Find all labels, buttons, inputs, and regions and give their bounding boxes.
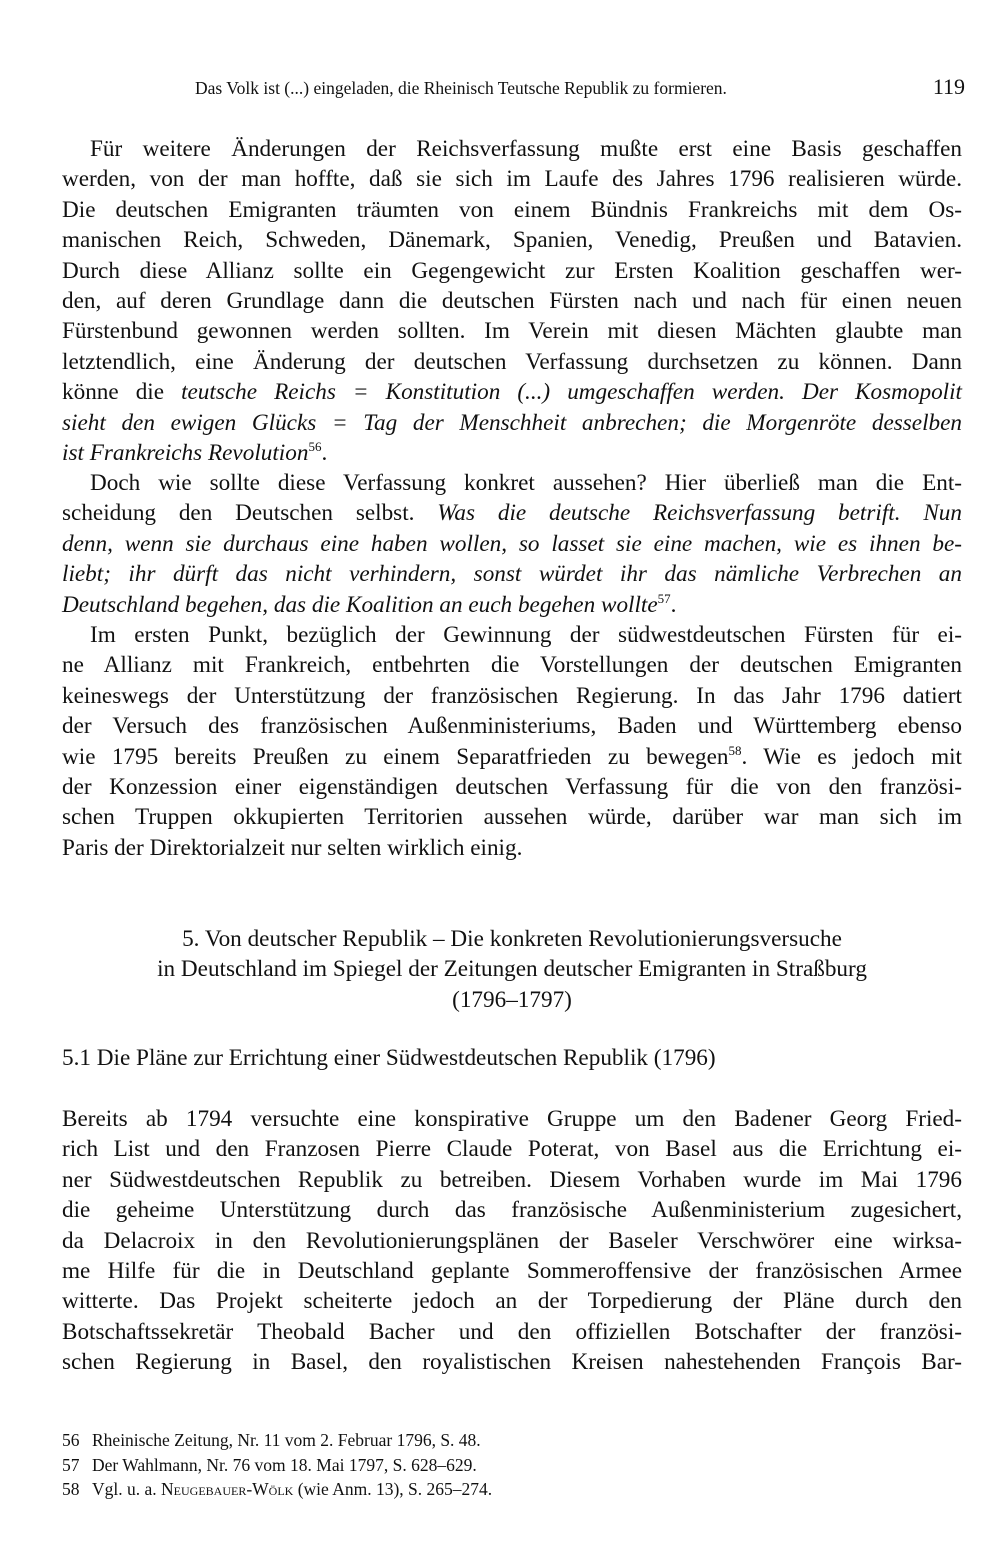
footnote-56 [62, 1428, 492, 1453]
footnote-number: 58 [62, 1479, 80, 1499]
section-heading-line: 5. Von deutscher Republik – Die konkreten Revolutionierungsversuche [182, 926, 842, 952]
quotation: Deutschland begehen, das die Koalition an euch begehen wollte [62, 591, 658, 618]
text-line: scheidung den Deutschen selbst. Was die deutsche Reichsverfassung betrift. Nun [62, 500, 962, 527]
footnote-marker[interactable]: 56 [308, 439, 322, 455]
text-line: wie 1795 bereits Preußen zu einem Separatfrieden zu bewegen$^{58}$. Wie es jedoch mit [62, 742, 962, 770]
text-line: Im ersten Punkt, bezüglich der Gewinnung der südwestdeutschen Fürsten für ei- [90, 622, 962, 648]
quotation: liebt; ihr dürft das nicht verhindern, sonst würdet ihr das nämliche Verbrechen an [62, 561, 962, 588]
quotation: Was die deutsche Reichsverfassung betrift. Nun [437, 500, 962, 527]
text-line: ner Südwestdeutschen Republik zu betreiben. Diesem Vorhaben wurde im Mai 1796 [62, 1166, 962, 1193]
footnote-marker[interactable]: 58 [728, 742, 742, 758]
text-line: Die deutschen Emigranten träumten von einem Bündnis Frankreichs mit dem Os- [62, 196, 962, 223]
footnote-58 [62, 1477, 492, 1502]
text-line [62, 408, 962, 438]
running-title: Das Volk ist (...) eingeladen, die Rheinisch Teutsche Republik zu formieren. [195, 78, 727, 98]
text-line: witterte. Das Projekt scheiterte jedoch an der Torpedierung der Pläne durch den [62, 1288, 962, 1315]
text-line: ist Frankreichs Revolution$^{56}$. [62, 439, 328, 467]
text-line [62, 559, 962, 589]
text-line: schen Truppen okkupierten Territorien aussehen würde, darüber war man sich im [62, 804, 962, 831]
section-heading-line: (1796–1797) [452, 986, 572, 1013]
running-header [195, 76, 965, 106]
subsection-heading: 5.1 Die Pläne zur Errichtung einer Südwestdeutschen Republik (1796) [62, 1045, 716, 1071]
quotation: denn, wenn sie durchaus eine haben wollen, so lasset sie eine machen, wie es ihnen be- [62, 530, 962, 557]
text-line: me Hilfe für die in Deutschland geplante Sommeroffensive der französischen Armee [62, 1258, 962, 1285]
text-line: schen Regierung in Basel, den royalistischen Kreisen nahestehenden François Bar- [62, 1349, 962, 1376]
footnote-marker[interactable]: 57 [657, 590, 671, 606]
section-heading-line: in Deutschland im Spiegel der Zeitungen deutscher Emigranten in Straßburg [157, 956, 867, 983]
text-line: den, auf deren Grundlage dann die deutschen Fürsten nach und nach für einen neuen [62, 288, 962, 315]
footnote-text: Rheinische Zeitung, Nr. 11 vom 2. Februar 1796, S. 48. [92, 1430, 481, 1450]
footnote-57 [62, 1453, 492, 1478]
text-line: Deutschland begehen, das die Koalition an euch begehen wollte$^{57}$. [62, 590, 677, 618]
text-line: Botschaftssekretär Theobald Bacher und den offiziellen Botschafter der französi- [62, 1318, 962, 1345]
text-line: da Delacroix in den Revolutionierungsplänen der Baseler Verschwörer eine wirksa- [62, 1227, 962, 1254]
text-line: der Versuch des französischen Außenministeriums, Baden und Württemberg ebenso [62, 713, 962, 740]
paragraph-3 [62, 620, 962, 863]
quotation: sieht den ewigen Glücks = Tag der Menschheit anbrechen; die Morgenröte desselben [62, 409, 962, 436]
text-line: keineswegs der Unterstützung der französischen Regierung. In das Jahr 1796 datiert [62, 682, 962, 709]
footnote-author: Neugebauer-Wölk [161, 1479, 294, 1499]
text-line: Bereits ab 1794 versuchte eine konspirative Gruppe um den Badener Georg Fried- [62, 1106, 962, 1132]
text-line: Doch wie sollte diese Verfassung konkret aussehen? Hier überließ man die Ent- [90, 470, 962, 496]
paragraph-2 [62, 468, 962, 620]
text-line [62, 529, 962, 559]
section-heading [62, 924, 962, 1015]
footnote-number: 56 [62, 1430, 80, 1450]
footnotes [62, 1428, 492, 1502]
text-line: könne die teutsche Reichs = Konstitution (...) umgeschaffen werden. Der Kosmopolit [62, 379, 962, 406]
quotation: ist Frankreichs Revolution [62, 440, 309, 467]
paragraph-1 [62, 134, 962, 468]
text-line: werden, von der man hoffte, daß sie sich im Laufe des Jahres 1796 realisieren würde. [62, 166, 962, 193]
text-line: rich List und den Franzosen Pierre Claude Poterat, von Basel aus die Errichtung ei- [62, 1136, 962, 1163]
footnote-text: Der Wahlmann, Nr. 76 vom 18. Mai 1797, S. 628–629. [92, 1454, 477, 1475]
text-line: Paris der Direktorialzeit nur selten wirklich einig. [62, 834, 523, 861]
quotation: teutsche Reichs = Konstitution (...) umgeschaffen werden. Der Kosmopolit [181, 379, 962, 406]
page-number: 119 [932, 74, 965, 99]
footnote-text: Vgl. u. a. Neugebauer-Wölk (wie Anm. 13), S. 265–274. [92, 1479, 493, 1499]
paragraph-4 [62, 1104, 962, 1378]
text-line: letztendlich, eine Änderung der deutschen Verfassung durchsetzen zu können. Dann [62, 348, 962, 375]
text-line: die geheime Unterstützung durch das französische Außenministerium zugesichert, [62, 1197, 962, 1224]
text-line: Durch diese Allianz sollte ein Gegengewicht zur Ersten Koalition geschaffen wer- [62, 257, 962, 284]
footnote-number: 57 [62, 1454, 80, 1475]
text-line: Fürstenbund gewonnen werden sollten. Im Verein mit diesen Mächten glaubte man [62, 318, 962, 345]
text-line: ne Allianz mit Frankreich, entbehrten die Vorstellungen der deutschen Emigranten [62, 652, 962, 679]
text-line: Für weitere Änderungen der Reichsverfassung mußte erst eine Basis geschaffen [90, 136, 962, 162]
text-line: der Konzession einer eigenständigen deutschen Verfassung für die von den französi- [62, 774, 962, 801]
text-line: manischen Reich, Schweden, Dänemark, Spanien, Venedig, Preußen und Batavien. [62, 227, 962, 254]
